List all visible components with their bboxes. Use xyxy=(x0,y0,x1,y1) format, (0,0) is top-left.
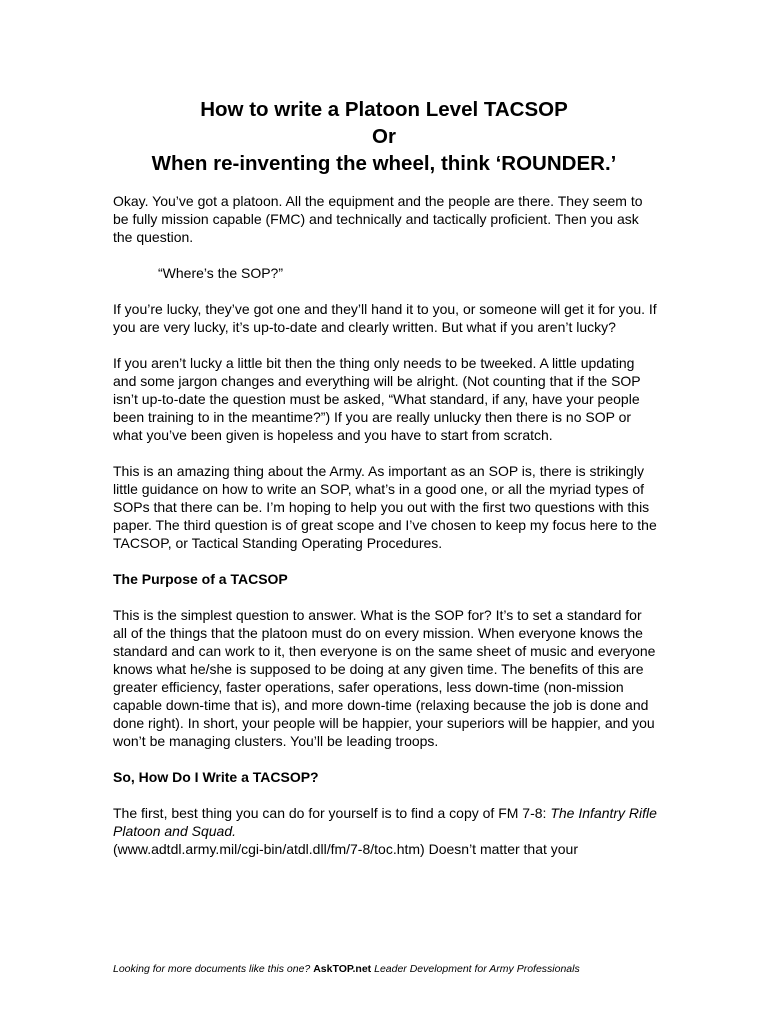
paragraph-first-step xyxy=(113,804,658,858)
paragraph-lucky: If you’re lucky, they’ve got one and they’ll hand it to you, or someone will get it for you. If you are very lucky, it’s up-to-date and clearly written. But what if you aren’t lucky? xyxy=(113,301,657,335)
document-body xyxy=(113,192,658,858)
paragraph-intro: Okay. You’ve got a platoon. All the equipment and the people are there. They seem to be fully mission capable (FMC) and technically and tactically proficient. Then you ask the question. xyxy=(113,193,643,245)
title-line-1: How to write a Platoon Level TACSOP xyxy=(200,98,568,121)
heading-how-to-write: So, How Do I Write a TACSOP? xyxy=(113,769,319,785)
footer-brand-link[interactable]: AskTOP.net xyxy=(313,963,372,975)
paragraph-quote: “Where’s the SOP?” xyxy=(158,265,284,281)
document-title xyxy=(0,96,768,177)
field-manual-url-text: (www.adtdl.army.mil/cgi-bin/atdl.dll/fm/7-8/toc.htm) Doesn’t matter that your xyxy=(113,841,579,857)
paragraph-purpose: This is the simplest question to answer. What is the SOP for? It’s to set a standard for all of the things that the platoon must do on every mission. When everyone knows the standard and can work to it, then everyone is on the same sheet of music and everyone knows what he/she is supposed to be doing at any given time. The benefits of this are greater efficiency, faster operations, safer operations, less down-time (non-mission capable down-time that is), and more down-time (relaxing because the job is done and done right). In short, your people will be happier, your superiors will be happier, and you won’t be managing clusters. You’ll be leading troops. xyxy=(113,607,656,749)
first-step-text: The first, best thing you can do for yourself is to find a copy of FM 7-8: xyxy=(113,805,551,821)
title-line-2: Or xyxy=(372,125,396,148)
footer-lead: Looking for more documents like this one? xyxy=(113,963,314,975)
footer-tail: Leader Development for Army Professionals xyxy=(371,963,580,975)
title-line-3: When re-inventing the wheel, think ‘ROUNDER.’ xyxy=(151,152,617,175)
page-footer xyxy=(113,962,673,976)
field-manual-title: The Infantry Rifle Platoon and Squad. xyxy=(113,805,657,839)
heading-purpose: The Purpose of a TACSOP xyxy=(113,571,288,587)
paragraph-unlucky: If you aren’t lucky a little bit then the thing only needs to be tweeked. A little updating and some jargon changes and everything will be alright. (Not counting that if the SOP isn’t up-to-date the question must be asked, “What standard, if any, have your people been training to in the meantime?”) If you are really unlucky then there is no SOP or what you’ve been given is hopeless and you have to start from scratch. xyxy=(113,355,641,443)
paragraph-army: This is an amazing thing about the Army. As important as an SOP is, there is strikingly little guidance on how to write an SOP, what’s in a good one, or all the myriad types of SOPs that there can be. I’m hoping to help you out with the first two questions with this paper. The third question is of great scope and I’ve chosen to keep my focus here to the TACSOP, or Tactical Standing Operating Procedures. xyxy=(113,463,657,551)
